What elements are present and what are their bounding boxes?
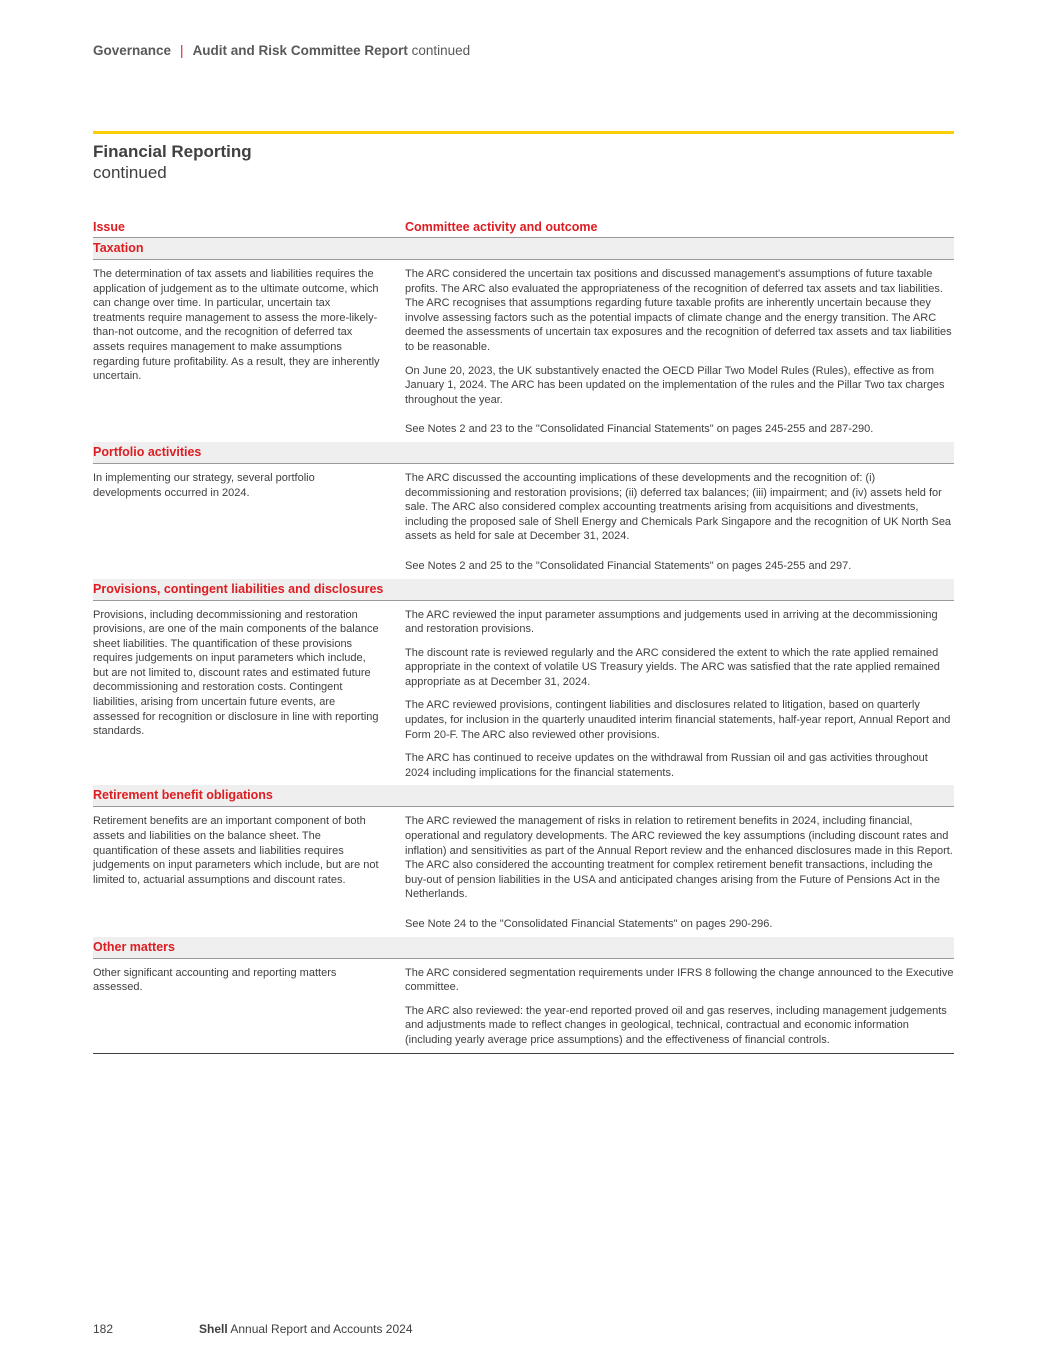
publication-name: Annual Report and Accounts 2024 — [230, 1322, 413, 1336]
activity-paragraph: On June 20, 2023, the UK substantively enacted the OECD Pillar Two Model Rules (Rules), effective as from January 1, 2024. The ARC has been updated on the implementation of the rules and the Pillar Two tax charges throughout the year. — [405, 364, 945, 406]
category-row-taxation: Taxation — [93, 238, 954, 260]
section-rule — [93, 131, 954, 134]
activity-cell — [405, 814, 954, 931]
activity-cell — [405, 267, 954, 437]
column-header-issue: Issue — [93, 220, 125, 234]
issue-cell: The determination of tax assets and liabilities requires the application of judgement as to the ultimate outcome, which can change over time. In particular, uncertain tax treatments require management to assess the more-likely-than-not outcome, and the recognition of deferred tax assets requires management to make assumptions regarding future profitability. As a result, they are inherently uncertain. — [93, 268, 380, 383]
activity-paragraph: The ARC reviewed the input parameter assumptions and judgements used in arriving at the decommissioning and restoration provisions. — [405, 608, 938, 636]
publication-title — [199, 1322, 413, 1336]
category-row-provisions: Provisions, contingent liabilities and disclosures — [93, 579, 954, 601]
table-header — [93, 218, 954, 238]
issue-cell: Provisions, including decommissioning and restoration provisions, are one of the main components of the balance sheet liabilities. The quantification of these provisions requires judgements on input parameters which include, but are not limited to, discount rates and estimated future decommissioning and restoration costs. Contingent liabilities, arising from uncertain future events, are assessed for recognition or disclosure in line with reporting standards. — [93, 608, 379, 738]
category-row-portfolio: Portfolio activities — [93, 442, 954, 464]
activity-paragraph: The ARC considered segmentation requirements under IFRS 8 following the change announced to the Executive committee. — [405, 966, 954, 994]
page-header — [93, 43, 470, 58]
issue-cell: In implementing our strategy, several portfolio developments occurred in 2024. — [93, 471, 315, 499]
table-row — [93, 807, 954, 936]
activity-cell — [405, 966, 954, 1048]
activity-paragraph: See Notes 2 and 23 to the "Consolidated Financial Statements" on pages 245-255 and 287-290. — [405, 423, 874, 436]
activity-paragraph: The ARC reviewed provisions, contingent liabilities and disclosures related to litigation, based on quarterly updates, for inclusion in the quarterly unaudited interim financial statements, half-year report, Annual Report and Form 20-F. The ARC also reviewed other provisions. — [405, 699, 951, 741]
table-row — [93, 601, 954, 786]
header-separator: | — [180, 43, 184, 58]
brand-name: Shell — [199, 1322, 228, 1336]
category-row-retirement: Retirement benefit obligations — [93, 785, 954, 807]
activity-paragraph: See Notes 2 and 25 to the "Consolidated Financial Statements" on pages 245-255 and 297. — [405, 559, 852, 572]
activity-cell — [405, 471, 954, 574]
section-subtitle: continued — [93, 163, 167, 182]
issue-cell: Retirement benefits are an important component of both assets and liabilities on the balance sheet. The quantification of these assets and liabilities requires judgements on input parameters which include, but are not limited to, actuarial assumptions and discount rates. — [93, 815, 379, 886]
table-row — [93, 260, 954, 442]
page-number: 182 — [93, 1322, 114, 1336]
activity-paragraph: The ARC has continued to receive updates on the withdrawal from Russian oil and gas activities throughout 2024 including implications for the financial statements. — [405, 752, 928, 779]
issues-table — [93, 218, 954, 1054]
activity-paragraph: See Note 24 to the "Consolidated Financial Statements" on pages 290-296. — [405, 918, 773, 930]
header-section: Governance — [93, 43, 172, 58]
column-header-activity: Committee activity and outcome — [405, 220, 598, 234]
header-continued: continued — [411, 43, 471, 58]
header-title: Audit and Risk Committee Report — [192, 43, 408, 58]
activity-paragraph: The ARC discussed the accounting implications of these developments and the recognition of: (i) decommissioning and restoration provisions; (ii) deferred tax balances; (iii) impairment; and (iv) assets held for sale. The ARC also considered complex accounting treatments arising from acquisitions and divestments, including the proposed sale of Shell Energy and Chemicals Park Singapore and the recognition of UK North Sea assets as held for sale at December 31, 2024. — [405, 471, 952, 543]
activity-paragraph: The discount rate is reviewed regularly and the ARC considered the extent to which the rate applied remained appropriate in the context of volatile US Treasury yields. The ARC was satisfied that the rate applied remained appropriate as at December 31, 2024. — [405, 646, 940, 688]
activity-paragraph: The ARC considered the uncertain tax positions and discussed management's assumptions of future taxable profits. The ARC also evaluated the appropriateness of the recognition of deferred tax assets and tax liabilities. The ARC recognises that assumptions regarding future taxable profits are inherently uncertain because they involve assessing factors such as the potential impacts of climate change and the energy transition. The ARC deemed the assessments of uncertain tax exposures and the recognition of deferred tax assets and tax liabilities to be reasonable. — [405, 268, 952, 353]
activity-cell — [405, 608, 954, 781]
category-row-other: Other matters — [93, 937, 954, 959]
table-row — [93, 464, 954, 579]
activity-paragraph: The ARC also reviewed: the year-end reported proved oil and gas reserves, including management judgements and adjustments made to reflect changes in geological, technical, contractual and economic information (including yearly average price assumptions) and the effectiveness of financial controls. — [405, 1004, 947, 1046]
table-row — [93, 959, 954, 1054]
issue-cell: Other significant accounting and reporting matters assessed. — [93, 966, 337, 994]
activity-paragraph: The ARC reviewed the management of risks in relation to retirement benefits in 2024, including financial, operational and regulatory developments. The ARC reviewed the key assumptions (including discount rates and inflation) and sensitivities as part of the Annual Report review and the enhanced disclosures made in this Report. The ARC also considered the accounting treatment for complex retirement benefit transactions, including the buy-out of pension liabilities in the USA and anticipated changes arising from the Future of Pensions Act in the Netherlands. — [405, 815, 953, 901]
section-title: Financial Reporting — [93, 142, 252, 161]
